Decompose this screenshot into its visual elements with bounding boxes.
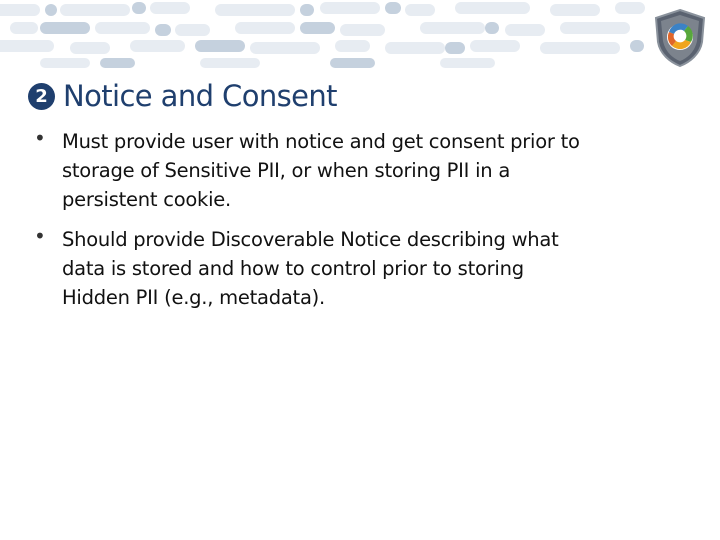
shield-logo-icon: [652, 8, 708, 68]
header-pattern: [0, 0, 720, 70]
bullet-item: [34, 225, 594, 312]
slide-title: Notice and Consent: [63, 79, 337, 113]
slide-number-badge: 2: [28, 83, 55, 110]
bullet-dot-icon: •: [34, 224, 46, 248]
bullet-list: [34, 127, 594, 323]
bullet-text: Must provide user with notice and get consent prior to storage of Sensitive PII, or when storing PII in a persistent cookie.: [62, 130, 580, 211]
bullet-text: Should provide Discoverable Notice describing what data is stored and how to control prior to storing Hidden PII (e.g., metadata).: [62, 228, 559, 309]
bullet-dot-icon: •: [34, 126, 46, 150]
bullet-item: [34, 127, 594, 214]
slide-title-row: [28, 76, 337, 116]
